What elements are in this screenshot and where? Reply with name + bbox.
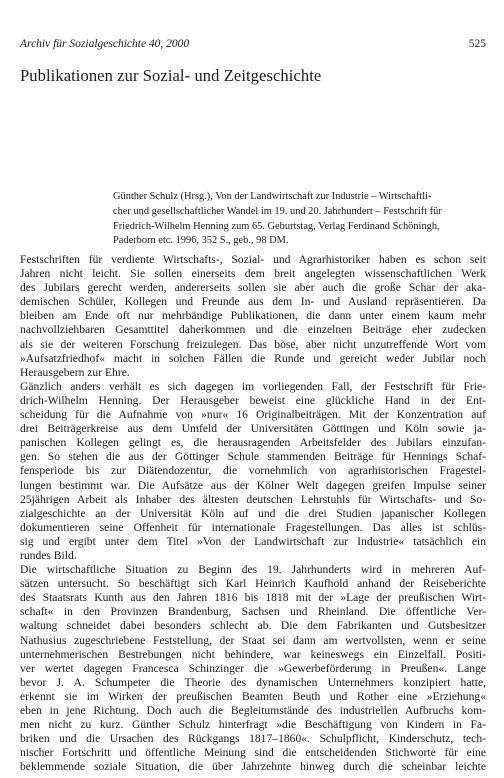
review-body (20, 253, 486, 774)
body-line: waltung schneidet dabei besonders schlecht ab. Die dem Fabrikanten und Gutsbesitzer (20, 619, 486, 633)
bib-line: Günther Schulz (Hrsg.), Von der Landwirtschaft zur Industrie – Wirtschaftli- (113, 191, 432, 202)
body-line: des Staatsrats Kunth aus den Jahren 1816 bis 1818 mit der »Lage der preußischen Wirt- (20, 591, 486, 605)
bibliographic-entry (113, 190, 493, 249)
body-line: zialgeschichte an der Universität Köln auf und die drei Studien japanischer Kollegen (20, 506, 486, 520)
body-line: Gänzlich anders verhält es sich dagegen im vorliegenden Fall, der Festschrift für Frie- (20, 379, 486, 393)
bib-line: Paderborn etc. 1996, 352 S., geb., 98 DM. (113, 235, 289, 247)
body-line: 25jährigen Arbeit als Inhaber des ältesten deutschen Lehrstuhls für Wirtschafts- und So- (20, 492, 486, 506)
body-line: panischen Kollegen gelingt es, die herausragenden Arbeitsfelder des Jubilars einzufan- (20, 436, 486, 450)
section-title: Publikationen zur Sozial- und Zeitgeschichte (20, 66, 322, 85)
body-line: ver wertet dagegen Francesca Schinzinger die »Gewerbeförderung in Preußen«. Lange (20, 661, 486, 675)
body-line: Die wirtschaftliche Situation zu Beginn des 19. Jahrhunderts wird in mehreren Auf- (20, 563, 486, 577)
body-line: fensperiode bis zur Diätendozentur, die vornehmlich von agrarhistorischen Fragestel- (20, 464, 486, 478)
running-header (20, 38, 486, 54)
body-line: beklemmende soziale Situation, die über Jahrzehnte hinweg durch die scheinbar leichte (20, 760, 486, 774)
body-line: nischer Fortschritt und öffentliche Meinung sind die entscheidenden Stichworte für eine (20, 746, 486, 760)
body-line: unternehmerischen Bestrebungen nicht behindere, war keineswegs ein Einzelfall. Positi- (20, 647, 486, 661)
body-line: gen. So stehen die aus der Göttinger Schule stammenden Beiträge für Hennings Schaf- (20, 450, 486, 464)
body-line: Jahren nicht leicht. Sie sollen einerseits dem breit angelegten wissenschaftlichen Werk (20, 267, 486, 281)
body-line: lungen bestimmt war. Die Aufsätze aus der Kölner Welt dagegen greifen Impulse seiner (20, 478, 486, 492)
body-line: schaft« in den Provinzen Brandenburg, Sachsen und Rheinland. Die öffentliche Ver- (20, 605, 486, 619)
bib-line: cher und gesellschaftlicher Wandel im 19. und 20. Jahrhundert – Festschrift für (113, 205, 442, 217)
body-line: scheidung für die Aufnahme von »nur« 16 Originalbeiträgen. Mit der Konzentration auf (20, 408, 486, 422)
body-line: sig und ergibt unter dem Titel »Von der Landwirtschaft zur Industrie« tatsächlich ein (20, 534, 486, 548)
body-line: des Jubilars gerecht werden, andererseits sollen sie aber auch die große Schar der aka- (20, 281, 486, 295)
body-line: als sie der weiteren Forschung freizulegen. Das böse, aber nicht unzutreffende Wort vom (20, 337, 486, 351)
body-line: sätzen untersucht. So beschäftigt sich Karl Heinrich Kaufhold anhand der Reiseberichte (20, 577, 486, 591)
body-line: demischen Schüler, Kollegen und Freunde aus dem In- und Ausland repräsentieren. Da (20, 295, 486, 309)
journal-citation: Archiv für Sozialgeschichte 40, 2000 (20, 38, 190, 50)
body-line: dokumentieren seine Offenheit für internationale Fragestellungen. Das alles ist schlüs- (20, 520, 486, 534)
body-line: eben in jene Richtung. Doch auch die Begleitumstände des industriellen Aufbruchs kom- (20, 704, 486, 717)
body-line: Nathusius zugeschriebene Feststellung, der Staat sei dann am wertvollsten, wenn er seine (20, 633, 486, 647)
body-line: briken und die Ursachen des Rückgangs 1817–1860«. Schulpflicht, Kinderschutz, tech- (20, 732, 486, 746)
body-line: Festschriften für verdiente Wirtschafts-, Sozial- und Agrarhistoriker haben es schon seit (20, 253, 486, 266)
body-line: men nicht zu kurz. Günther Schulz hinterfragt »die Beschäftigung von Kindern in Fa- (20, 718, 486, 732)
body-line: »Aufsatzfriedhof« macht in solchen Fällen die Runde und gereicht weder Jubilar noch (20, 351, 486, 365)
body-line: nachvollziehbaren Gesamttitel daherkommen und die einzelnen Beiträge eher zudecken (20, 323, 486, 337)
body-line: bevor J. A. Schumpeter die Theorie des dynamischen Unternehmers konzipiert hatte, (20, 675, 486, 689)
page-number: 525 (468, 38, 486, 50)
body-line: bleiben am Ende oft nur mehrbändige Publikationen, die dann unter einem kaum mehr (20, 309, 486, 323)
body-line: Herausgebern zur Ehre. (20, 365, 130, 379)
body-line: drei Beiträgerkreise aus dem Umfeld der Universitäten Göttingen und Köln sowie ja- (20, 422, 486, 436)
body-line: drich-Wilhelm Henning. Der Herausgeber beweist eine glückliche Hand in der Ent- (20, 393, 486, 407)
body-line: rundes Bild. (20, 548, 77, 562)
body-line: erkennt sie im Wirken der preußischen Beamten Beuth und Rother eine »Erziehung« (20, 689, 486, 703)
bib-line: Friedrich-Wilhelm Henning zum 65. Geburtstag, Verlag Ferdinand Schöningh, (113, 220, 440, 232)
